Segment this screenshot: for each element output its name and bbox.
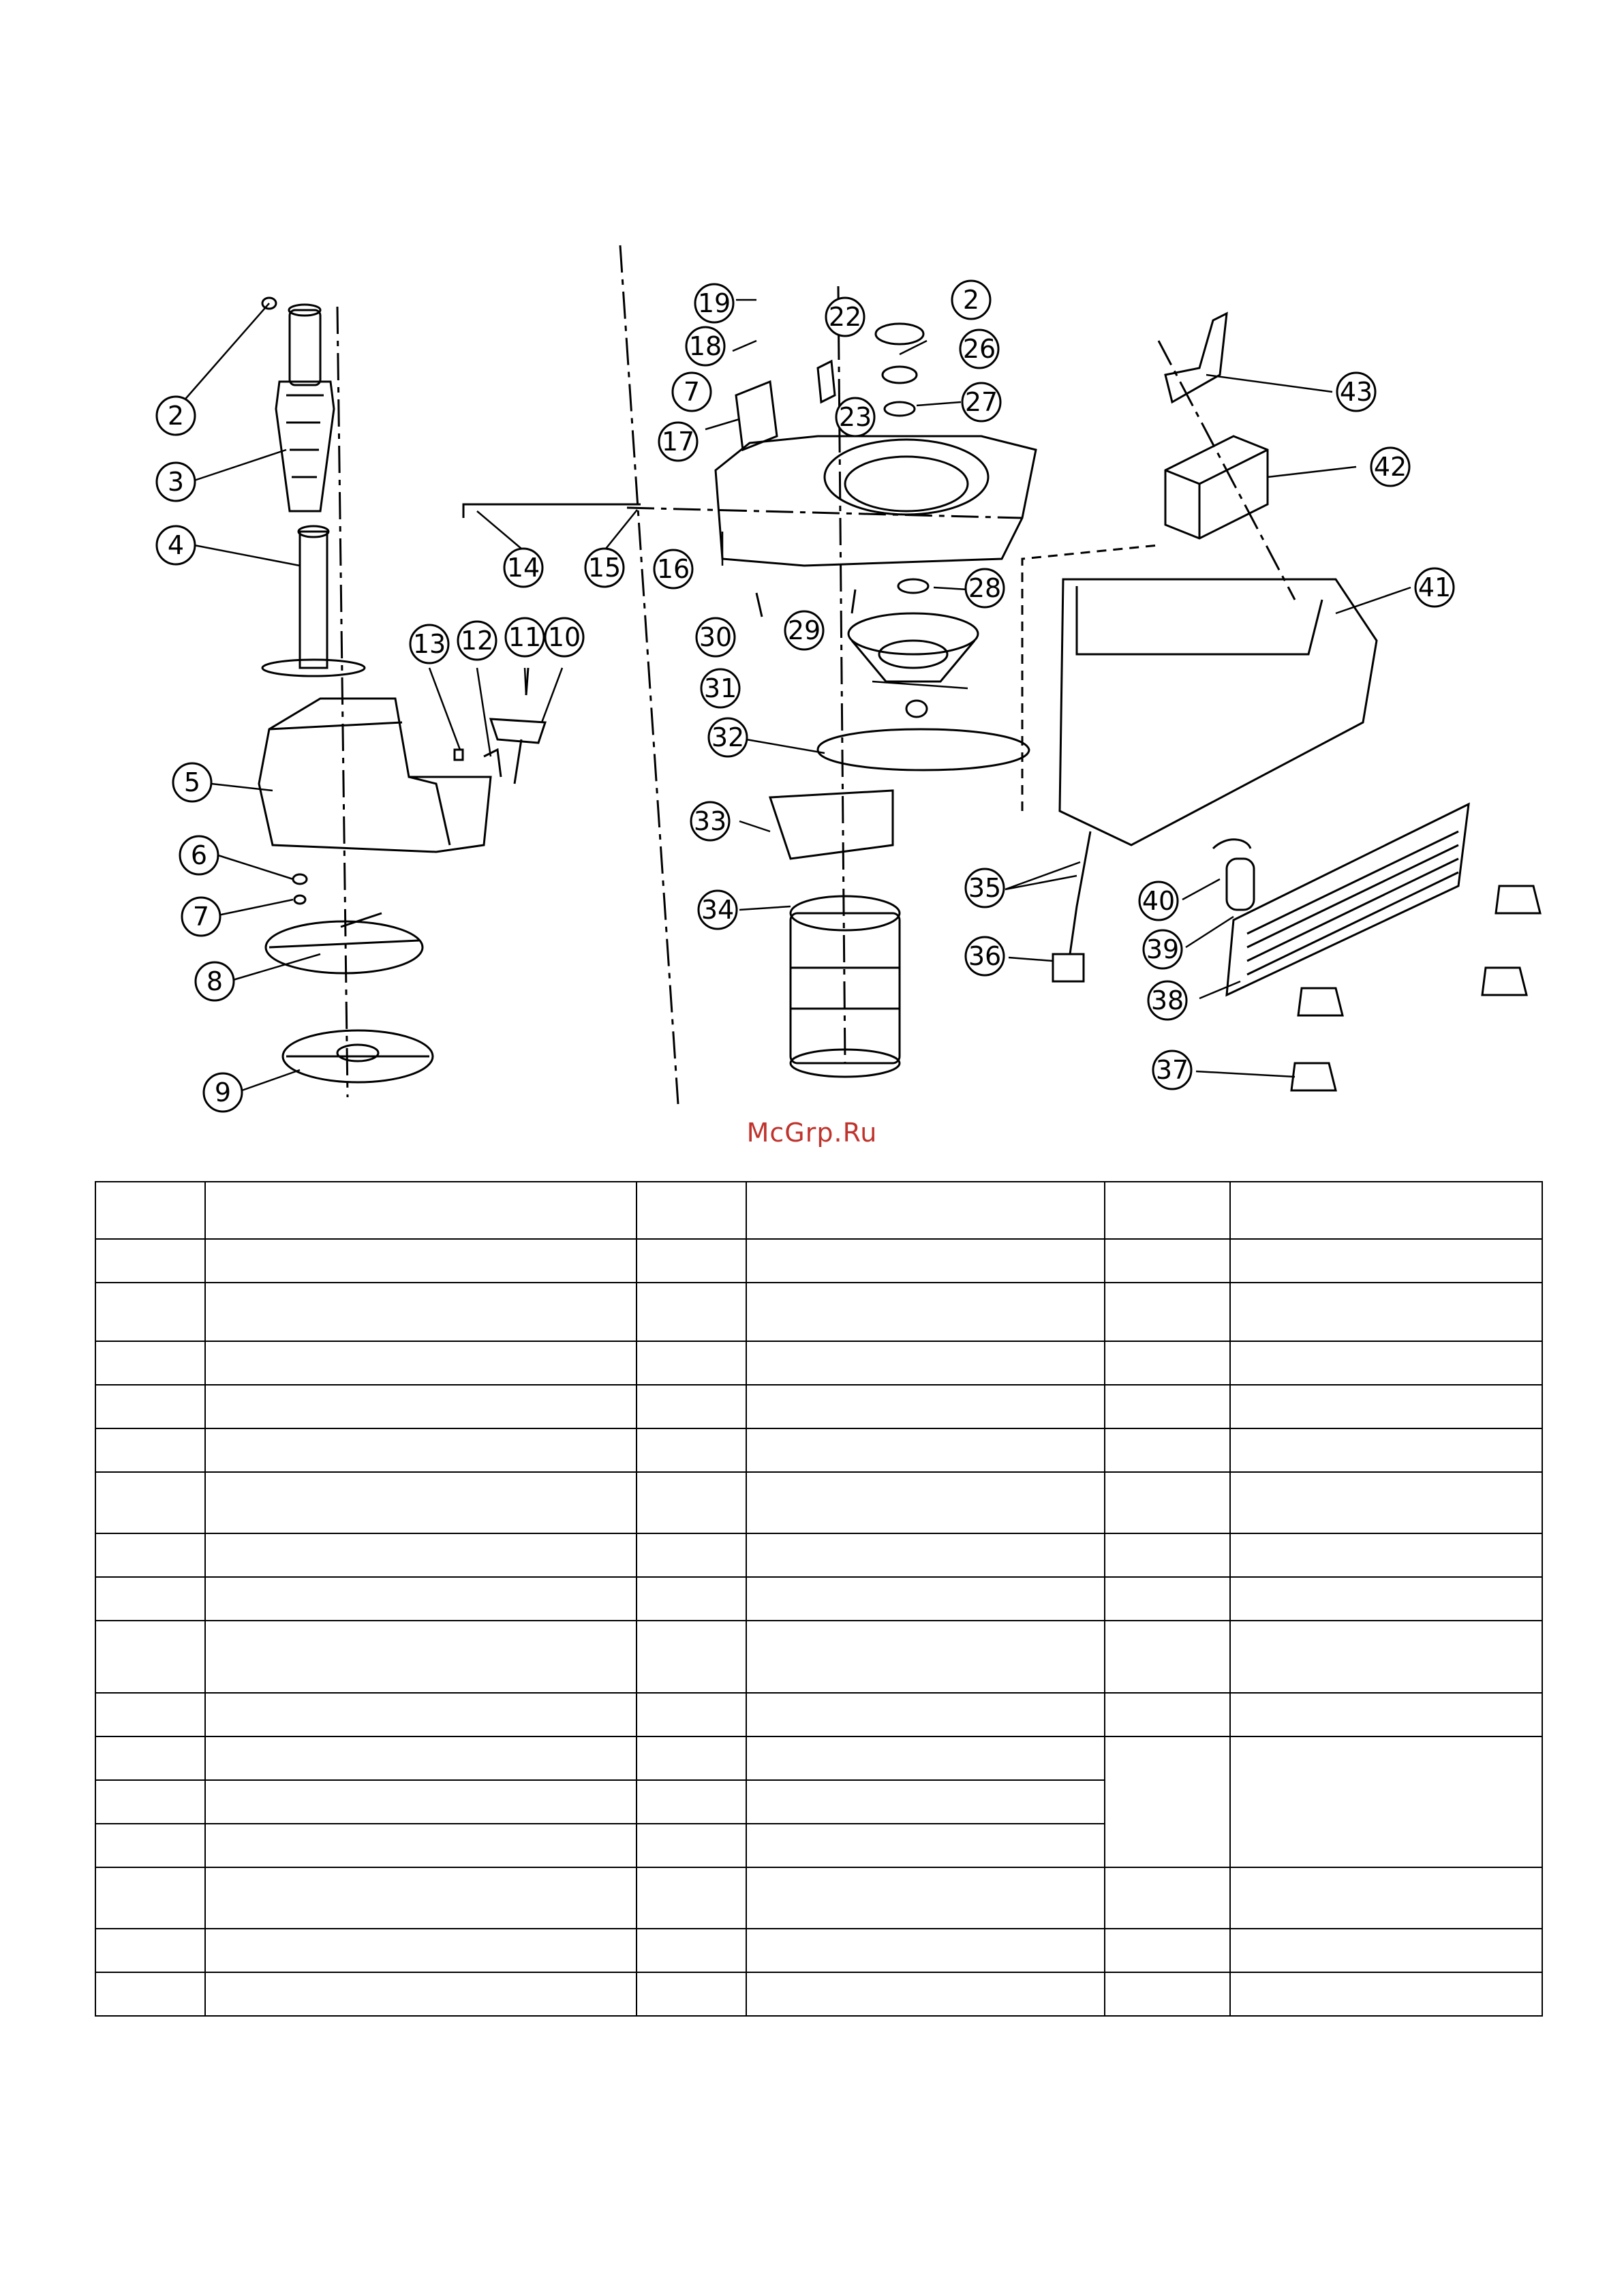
- callout-2-middle: [952, 281, 990, 319]
- callout-32: [709, 718, 747, 756]
- table-row: [95, 1385, 1542, 1428]
- callout-40: [1139, 882, 1178, 920]
- merged-cell-a: [1105, 1736, 1230, 1867]
- svg-text:3: 3: [167, 467, 185, 497]
- callout-30: [696, 618, 735, 656]
- svg-text:5: 5: [183, 767, 201, 797]
- svg-text:13: 13: [412, 629, 446, 659]
- callout-14: [504, 549, 542, 587]
- callout-42: [1371, 448, 1409, 486]
- callout-16: [654, 550, 692, 588]
- part-dashed-connector: [1022, 545, 1159, 811]
- parts-table-body: [95, 1182, 1542, 2016]
- svg-text:8: 8: [206, 966, 224, 996]
- svg-text:11: 11: [508, 622, 542, 652]
- callout-35: [966, 869, 1004, 907]
- svg-text:10: 10: [547, 622, 581, 652]
- part-latch: [1165, 313, 1227, 402]
- callout-23: [836, 398, 874, 436]
- part-slicing-disc: [266, 913, 423, 973]
- svg-text:18: 18: [688, 331, 722, 361]
- callout-41: [1415, 568, 1454, 607]
- svg-text:34: 34: [701, 895, 735, 925]
- table-row: [95, 1929, 1542, 1972]
- callout-37: [1153, 1051, 1191, 1089]
- table-row: [95, 1693, 1542, 1736]
- table-row: [95, 1972, 1542, 2016]
- svg-text:35: 35: [968, 873, 1002, 903]
- callout-39: [1144, 930, 1182, 968]
- part-motor-bracket: [770, 791, 893, 859]
- svg-text:26: 26: [962, 334, 996, 364]
- callout-18: [686, 327, 724, 365]
- table-row: [95, 1182, 1542, 1239]
- callout-17: [659, 423, 697, 461]
- table-row: [95, 1283, 1542, 1341]
- callout-22: [826, 298, 864, 336]
- callout-4: [157, 526, 195, 564]
- part-pusher-sleeve: [276, 382, 334, 511]
- part-bracket: [736, 382, 777, 450]
- part-drive-disc: [283, 1030, 433, 1082]
- callout-3: [157, 463, 195, 501]
- callout-19: [695, 284, 733, 322]
- callout-9: [204, 1073, 242, 1112]
- svg-text:15: 15: [587, 553, 622, 583]
- callout-27: [962, 383, 1000, 421]
- svg-text:19: 19: [697, 288, 731, 318]
- table-row: [95, 1621, 1542, 1693]
- table-row: [95, 1428, 1542, 1472]
- callout-12: [458, 622, 496, 660]
- callout-13: [410, 625, 448, 663]
- table-row: [95, 1736, 1542, 1780]
- part-bowl-housing: [716, 436, 1036, 566]
- svg-text:2: 2: [962, 285, 980, 315]
- callout-26: [960, 330, 998, 368]
- svg-text:31: 31: [703, 673, 737, 703]
- table-row: [95, 1472, 1542, 1533]
- part-grille: [1227, 804, 1469, 995]
- svg-text:14: 14: [506, 553, 540, 583]
- svg-text:16: 16: [656, 554, 690, 584]
- merged-cell-b: [1230, 1736, 1542, 1867]
- part-small-rings: [293, 874, 307, 904]
- part-cabinet: [1060, 579, 1377, 845]
- svg-text:38: 38: [1150, 985, 1184, 1015]
- svg-text:40: 40: [1142, 886, 1176, 916]
- callout-28: [966, 569, 1004, 607]
- part-rod: [463, 504, 641, 518]
- callout-2-left: [157, 397, 195, 435]
- svg-text:2: 2: [167, 401, 185, 431]
- part-lid: [259, 699, 491, 852]
- callout-15: [585, 549, 624, 587]
- callout-8: [196, 962, 234, 1000]
- part-cable-plug: [1053, 831, 1090, 981]
- svg-text:4: 4: [167, 530, 185, 560]
- part-pusher-top: [262, 298, 320, 385]
- svg-text:39: 39: [1146, 934, 1180, 964]
- svg-text:29: 29: [787, 615, 821, 645]
- table-row: [95, 1341, 1542, 1385]
- svg-text:7: 7: [192, 902, 210, 932]
- svg-text:22: 22: [828, 302, 862, 332]
- part-lock-assembly: [455, 668, 545, 784]
- svg-text:41: 41: [1418, 572, 1452, 602]
- table-row: [95, 1577, 1542, 1621]
- part-feet: [1291, 886, 1540, 1090]
- svg-text:6: 6: [190, 840, 208, 870]
- callout-36: [966, 937, 1004, 975]
- svg-text:32: 32: [711, 722, 745, 752]
- center-line-divider: [620, 245, 678, 1104]
- svg-text:33: 33: [693, 806, 727, 836]
- part-box: [1165, 436, 1268, 538]
- callout-5: [173, 763, 211, 801]
- center-line-left: [337, 307, 348, 1097]
- svg-text:12: 12: [460, 626, 494, 656]
- callout-6: [180, 836, 218, 874]
- svg-text:9: 9: [214, 1077, 232, 1107]
- part-pulley: [848, 579, 978, 717]
- table-row: [95, 1867, 1542, 1929]
- svg-text:37: 37: [1155, 1055, 1189, 1085]
- watermark-text: McGrp.Ru: [746, 1118, 878, 1148]
- svg-text:7: 7: [683, 377, 701, 407]
- svg-text:42: 42: [1373, 452, 1407, 482]
- part-feed-tube: [262, 526, 365, 676]
- callout-43: [1337, 373, 1375, 411]
- callout-10: [545, 618, 583, 656]
- callout-7-middle: [673, 373, 711, 411]
- center-line-horizontal: [627, 508, 1022, 518]
- table-row: [95, 1533, 1542, 1577]
- callout-34: [699, 891, 737, 929]
- svg-text:30: 30: [699, 622, 733, 652]
- part-capacitor: [1213, 840, 1254, 910]
- table-row: [95, 1239, 1542, 1283]
- callout-31: [701, 669, 739, 707]
- svg-text:28: 28: [968, 573, 1002, 603]
- svg-text:23: 23: [838, 402, 872, 432]
- callout-33: [691, 802, 729, 840]
- svg-text:27: 27: [964, 387, 998, 417]
- svg-text:36: 36: [968, 941, 1002, 971]
- callout-7-left: [182, 898, 220, 936]
- callout-11: [506, 618, 544, 656]
- svg-text:43: 43: [1339, 377, 1373, 407]
- svg-text:17: 17: [661, 427, 695, 457]
- part-belt: [818, 729, 1029, 770]
- callout-29: [785, 611, 823, 649]
- callout-38: [1148, 981, 1186, 1020]
- parts-table: [95, 1181, 1543, 2017]
